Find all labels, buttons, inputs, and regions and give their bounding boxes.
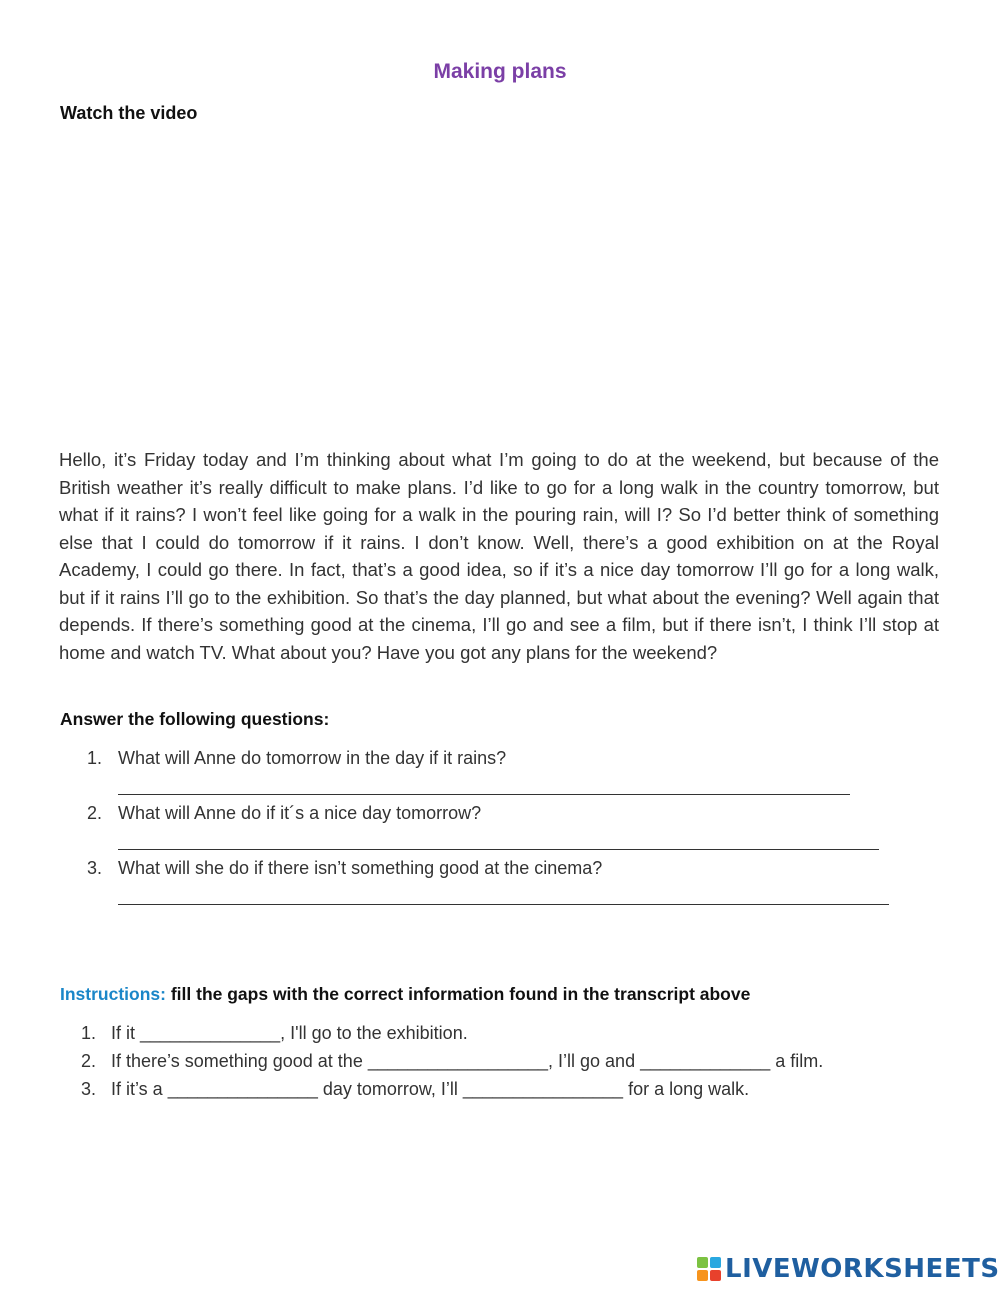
gap-item: [60, 1051, 960, 1079]
gap-item: [60, 1023, 960, 1051]
answer-line[interactable]: [118, 904, 889, 905]
questions-list: [60, 748, 940, 913]
logo-blocks-icon: [697, 1257, 721, 1281]
logo-block-green: [697, 1257, 708, 1268]
liveworksheets-logo: [697, 1254, 1000, 1284]
question-item: [60, 803, 940, 858]
gap-number: 2.: [81, 1051, 97, 1071]
gap-sentence[interactable]: If it’s a _______________ day tomorrow, I’ll ________________ for a long walk.: [111, 1079, 750, 1099]
instructions-text: fill the gaps with the correct information found in the transcript above: [165, 984, 751, 1004]
question-text: What will Anne do if it´s a nice day tomorrow?: [118, 803, 482, 823]
watch-video-heading: Watch the video: [60, 103, 198, 123]
logo-block-blue: [710, 1257, 721, 1268]
answer-line[interactable]: [118, 849, 879, 850]
question-item: [60, 748, 940, 803]
answer-line[interactable]: [118, 794, 850, 795]
question-item: [60, 858, 940, 913]
question-number: 3.: [87, 858, 103, 878]
gap-sentence[interactable]: If there’s something good at the __________________, I’ll go and _____________ a film.: [111, 1051, 824, 1071]
video-placeholder[interactable]: [60, 140, 940, 430]
logo-text: LIVEWORKSHEETS: [725, 1254, 1000, 1284]
gap-number: 1.: [81, 1023, 97, 1043]
question-number: 2.: [87, 803, 103, 823]
question-text: What will she do if there isn’t something good at the cinema?: [118, 858, 603, 878]
logo-block-orange: [697, 1270, 708, 1281]
gap-sentence[interactable]: If it ______________, I'll go to the exhibition.: [111, 1023, 468, 1043]
question-text: What will Anne do tomorrow in the day if it rains?: [118, 748, 507, 768]
questions-heading: Answer the following questions:: [60, 709, 330, 729]
gap-number: 3.: [81, 1079, 97, 1099]
question-number: 1.: [87, 748, 103, 768]
logo-block-red: [710, 1270, 721, 1281]
instructions: [60, 984, 750, 1005]
gap-fill-list: [60, 1023, 960, 1107]
gap-item: [60, 1079, 960, 1107]
page-title: Making plans: [433, 60, 567, 83]
instructions-label: Instructions:: [60, 984, 166, 1004]
transcript-paragraph: Hello, it’s Friday today and I’m thinking about what I’m going to do at the weekend, but because of the British weather it’s really difficult to make plans. I’d like to go for a long walk in the country tomorrow, but what if it rains? I won’t feel like going for a walk in the pouring rain, will I? So I’d better think of something else that I could do tomorrow if it rains. I don’t know. Well, there’s a good exhibition on at the Royal Academy, I could go there. In fact, that’s a good idea, so if it’s a nice day tomorrow I’ll go for a long walk, but if it rains I’ll go to the exhibition. So that’s the day planned, but what about the evening? Well again that depends. If there’s something good at the cinema, I’ll go and see a film, but if there isn’t, I think I’ll stop at home and watch TV. What about you? Have you got any plans for the weekend?: [59, 449, 939, 663]
